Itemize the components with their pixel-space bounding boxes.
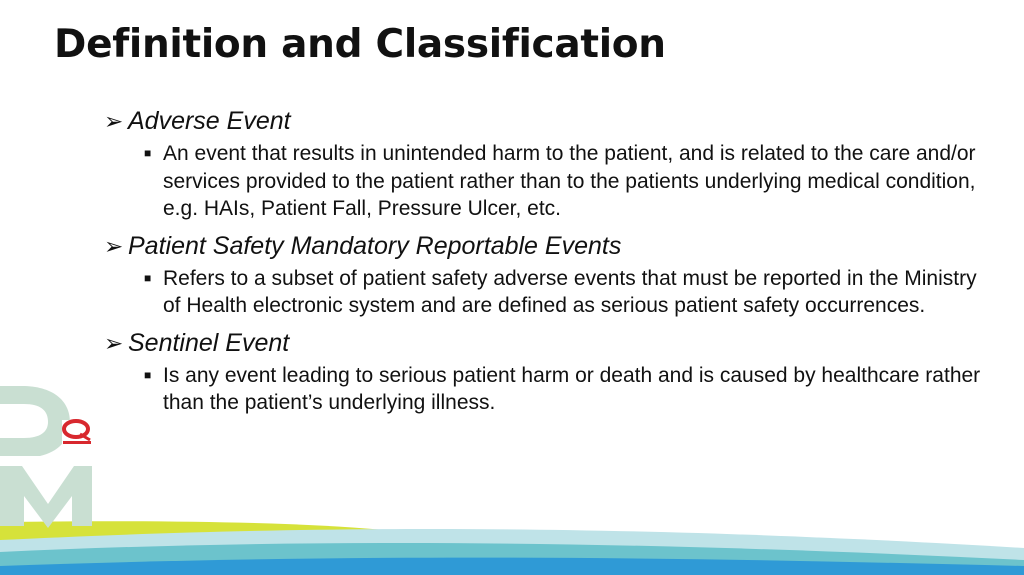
sub-items — [144, 265, 1004, 320]
wave-light — [0, 529, 1024, 575]
sub-items — [144, 140, 1004, 223]
sub-items — [144, 362, 1004, 417]
section-mandatory-reportable-events — [104, 229, 1004, 320]
arrow-bullet-icon: ➢ — [104, 232, 124, 259]
section-heading — [104, 104, 1004, 138]
arrow-bullet-icon: ➢ — [104, 108, 124, 134]
list-item-text: Refers to a subset of patient safety adverse events that must be reported in the Ministry of Health electronic system and are defined as serious patient safety occurrences. — [163, 266, 977, 317]
section-heading-text: Patient Safety Mandatory Reportable Events — [128, 231, 622, 260]
list-item-text: An event that results in unintended harm to the patient, and is related to the care and/or services provided to the patient rather than to the patients underlying medical condition, e.g. HAIs, Patient Fall, Pressure Ulcer, etc. — [163, 142, 976, 220]
section-heading — [104, 326, 1004, 360]
slide-content — [104, 104, 1004, 423]
square-bullet-icon: ■ — [144, 367, 152, 382]
square-bullet-icon: ■ — [144, 146, 152, 160]
list-item — [144, 362, 1004, 417]
square-bullet-icon: ■ — [144, 270, 152, 285]
list-item — [144, 265, 1004, 320]
arrow-bullet-icon: ➢ — [104, 329, 124, 356]
qm-logo — [0, 378, 110, 538]
section-heading — [104, 229, 1004, 263]
page-title: Definition and Classification — [54, 22, 666, 67]
section-sentinel-event — [104, 326, 1004, 417]
list-item — [144, 140, 1004, 223]
wave-blue — [0, 558, 1024, 575]
wave-teal — [0, 543, 1024, 575]
list-item-text: Is any event leading to serious patient harm or death and is caused by healthcare rather than the patient’s underlying illness. — [163, 363, 981, 414]
section-adverse-event — [104, 104, 1004, 223]
section-heading-text: Adverse Event — [128, 107, 291, 135]
section-heading-text: Sentinel Event — [128, 328, 290, 357]
